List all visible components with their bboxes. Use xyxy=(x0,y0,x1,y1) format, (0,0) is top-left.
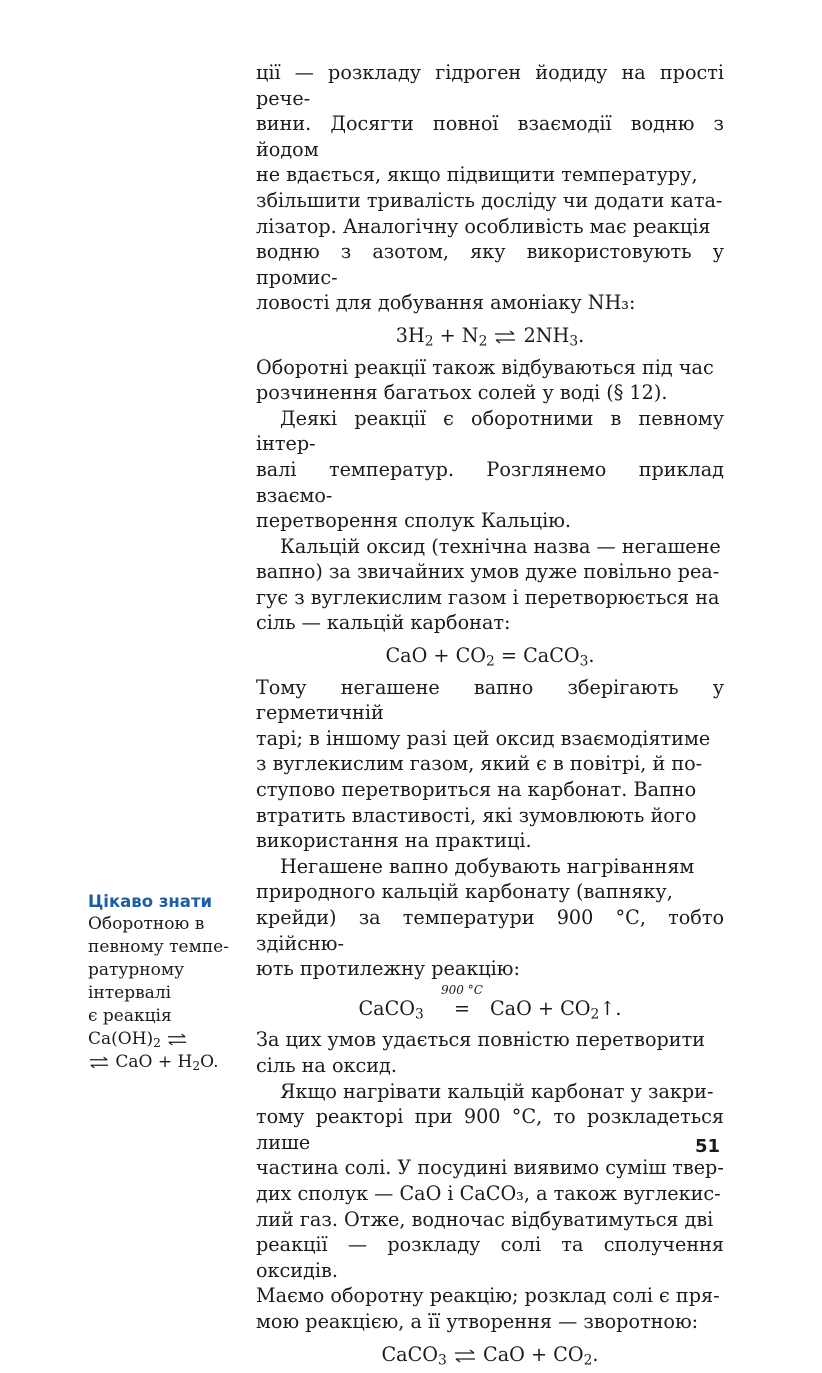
text-line: Маємо оборотну реакцію; розклад солі є пря- xyxy=(256,1284,720,1308)
text-line: ції — розкладу гідроген йодиду на прості рече- xyxy=(256,61,724,110)
text-line: реакції — розкладу солі та сполучення оксидів. xyxy=(256,1233,724,1282)
text-line: певному темпе- xyxy=(88,937,229,957)
equation-reversible: CaCO$_3$ CaO + $CO_2$. xyxy=(381,1342,599,1368)
paragraph-8 xyxy=(256,1079,724,1335)
text-line: дих сполук — CaO і CaCO₃, а також вуглекис- xyxy=(256,1181,721,1205)
eq1-left: 3H xyxy=(395,323,425,347)
text-line: збільшити тривалість досліду чи додати ката- xyxy=(256,188,723,212)
equation-cao-co2: CaO + $CO_2$ = CaCO$_3$. xyxy=(385,644,595,670)
reversible-arrow-icon xyxy=(89,1051,109,1074)
paragraph-4 xyxy=(256,534,724,636)
page-number: 51 xyxy=(694,1136,720,1157)
text-line: є реакція xyxy=(88,1006,172,1026)
text-line: використання на практиці. xyxy=(256,829,532,853)
paragraph-2 xyxy=(256,355,724,406)
text-line: частина солі. У посудині виявимо суміш твер- xyxy=(256,1156,724,1180)
equation-ammonia: $3H_2 + N_2$ $2NH_3$. xyxy=(395,323,585,350)
text-line: Оборотною в xyxy=(88,914,205,934)
text-line: мою реакцією, а її утворення — зворотною: xyxy=(256,1309,699,1333)
text-line: Якщо нагрівати кальцій карбонат у закри- xyxy=(280,1079,714,1103)
text-line: з вуглекислим газом, який є в повітрі, й по- xyxy=(256,752,703,776)
sidebar-formula-1: $Ca(OH)_2$ xyxy=(88,1028,238,1051)
reversible-arrow-icon xyxy=(454,1342,476,1368)
main-text-column xyxy=(256,60,724,1373)
text-line: ратурному xyxy=(88,960,185,980)
text-line: валі температур. Розглянемо приклад взаємо- xyxy=(256,457,724,507)
sidebar-formula-2: CaO + $H_2O$. xyxy=(88,1051,238,1074)
paragraph-5 xyxy=(256,675,724,854)
sidebar-text xyxy=(88,913,238,1028)
reversible-arrow-icon xyxy=(494,323,516,349)
text-line: лий газ. Отже, водночас відбуватимуться дві xyxy=(256,1207,714,1231)
text-line: гує з вуглекислим газом і перетворюється на xyxy=(256,585,720,609)
text-line: ловості для добування амоніаку NH₃: xyxy=(256,291,636,315)
text-line: Негашене вапно добувають нагріванням xyxy=(280,854,695,878)
text-line: сіль — кальцій карбонат: xyxy=(256,611,511,635)
paragraph-6 xyxy=(256,854,724,982)
text-line: Деякі реакції є оборотними в певному інтер- xyxy=(256,406,724,456)
text-line: вапно) за звичайних умов дуже повільно реа- xyxy=(256,560,720,584)
text-line: природного кальцій карбонату (вапняку, xyxy=(256,880,673,904)
sidebar-heading: Цікаво знати xyxy=(88,892,213,911)
text-line: втратить властивості, які зумовлюють його xyxy=(256,803,697,827)
paragraph-7 xyxy=(256,1027,724,1078)
text-line: тому реакторі при 900 °С, то розкладеться лише xyxy=(256,1105,724,1154)
text-line: не вдається, якщо підвищити температуру, xyxy=(256,163,698,187)
reaction-condition: 900 °C = xyxy=(441,982,483,1020)
text-line: ступово перетвориться на карбонат. Вапно xyxy=(256,778,697,802)
text-line: ють протилежну реакцію: xyxy=(256,957,520,981)
text-line: Тому негашене вапно зберігають у герметичній xyxy=(256,675,724,725)
gas-arrow-icon: ↑ xyxy=(599,996,616,1020)
equation-decomposition: CaCO$_3$ 900 °C = CaO + $CO_2↑$. xyxy=(358,982,622,1023)
text-line: сіль на оксид. xyxy=(256,1053,397,1077)
text-line: водню з азотом, яку використовують у промис- xyxy=(256,240,724,289)
reversible-arrow-icon xyxy=(167,1028,187,1051)
text-line: розчинення багатьох солей у воді (§ 12). xyxy=(256,381,668,405)
text-line: лізатор. Аналогічну особливість має реакція xyxy=(256,214,711,238)
text-line: Оборотні реакції також відбуваються під час xyxy=(256,355,714,379)
paragraph-1 xyxy=(256,60,724,316)
paragraph-3 xyxy=(256,406,724,534)
text-line: крейди) за температури 900 °С, тобто здійсню- xyxy=(256,906,724,955)
text-line: Кальцій оксид (технічна назва — негашене xyxy=(280,534,721,558)
text-line: За цих умов удається повністю перетворити xyxy=(256,1028,705,1052)
text-line: перетворення сполук Кальцію. xyxy=(256,509,572,533)
text-line: інтервалі xyxy=(88,983,172,1003)
text-line: вини. Досягти повної взаємодії водню з йодом xyxy=(256,112,724,161)
did-you-know-sidebar xyxy=(88,891,238,1074)
text-line: тарі; в іншому разі цей оксид взаємодіятиме xyxy=(256,726,711,750)
